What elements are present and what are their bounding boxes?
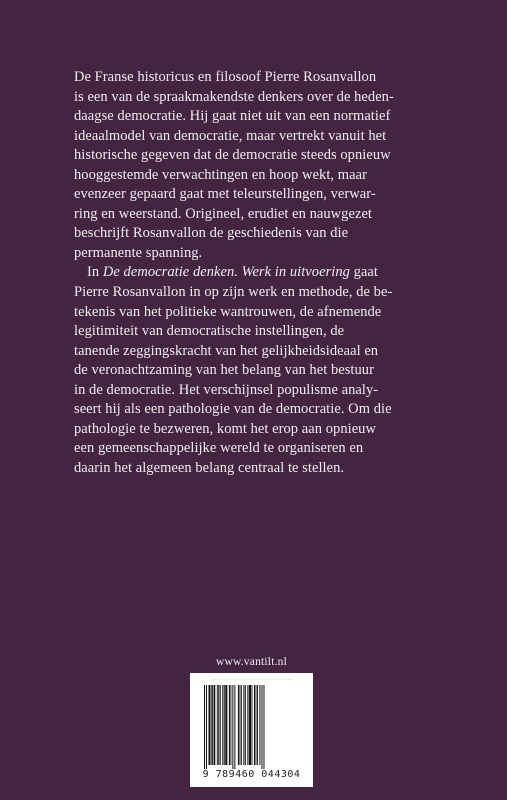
barcode-bar [247, 685, 248, 765]
publisher-website: www.vantilt.nl [215, 656, 288, 668]
barcode-bar [217, 685, 218, 765]
barcode-bar [232, 685, 233, 769]
blurb-line: daagse democratie. Hij gaat niet uit van een normatief [74, 108, 391, 125]
barcode-bar [234, 685, 235, 769]
back-cover-blurb [74, 68, 444, 478]
barcode-bar [214, 685, 216, 765]
blurb-line: daarin het algemeen belang centraal te stellen. [74, 459, 345, 476]
blurb-line: tanende zeggingskracht van het gelijkheidsideaal en [74, 342, 379, 359]
blurb-line: historische gegeven dat de democratie steeds opnieuw [74, 147, 391, 164]
blurb-line: seert hij als een pathologie van de democratie. Om die [74, 401, 392, 418]
blurb-line: Pierre Rosanvallon in op zijn werk en methode, de be- [74, 284, 393, 301]
barcode-bar [252, 685, 253, 765]
barcode-bar [206, 685, 207, 769]
barcode-bar [256, 685, 257, 765]
barcode-bar [212, 685, 213, 765]
barcode-bar [229, 685, 230, 765]
isbn-digits: 9 789460 044304 [202, 769, 301, 780]
blurb-line: in de democratie. Het verschijnsel populisme analy- [74, 381, 379, 398]
blurb-line: evenzeer gepaard gaat met teleurstellingen, verwar- [74, 186, 376, 203]
barcode-bar [259, 685, 260, 765]
barcode-bar [211, 685, 212, 765]
barcode-bar [245, 685, 246, 765]
blurb-line: pathologie te bezweren, komt het erop aan opnieuw [74, 420, 377, 437]
barcode-bar [222, 685, 223, 765]
book-title: De democratie denken. Werk in uitvoering [102, 264, 350, 281]
blurb-line: tekenis van het politieke wantrouwen, de afnemende [74, 303, 382, 320]
barcode-bar [218, 685, 219, 765]
barcode-bar [241, 685, 242, 765]
barcode-bar [254, 685, 255, 765]
barcode-bar [224, 685, 225, 765]
blurb-line: ring en weerstand. Origineel, erudiet en nauwgezet [74, 205, 373, 222]
barcode-bar [238, 685, 239, 765]
barcode-bar [239, 685, 240, 765]
blurb-line: beschrijft Rosanvallon de geschiedenis van die [74, 225, 349, 242]
paragraph-2 [74, 263, 444, 478]
barcode-bar [209, 685, 211, 765]
blurb-line: De Franse historicus en filosoof Pierre Rosanvallon [74, 69, 377, 85]
blurb-line: de veronachtzaming van het belang van het bestuur [74, 362, 374, 379]
barcode-bar [261, 685, 262, 769]
barcode-bar [220, 685, 221, 765]
barcode-bar [249, 685, 251, 765]
blurb-line: legitimiteit van democratische instellingen, de [74, 323, 345, 340]
barcode-bar [225, 685, 227, 765]
barcode-bar [263, 685, 264, 769]
paragraph-1 [74, 68, 444, 263]
barcode-bar [204, 685, 205, 769]
blurb-line: ideaalmodel van democratie, maar vertrekt vanuit het [74, 127, 387, 144]
barcode-bar [257, 685, 258, 765]
blurb-text: gaat [349, 264, 378, 281]
blurb-line: permanente spanning. [74, 244, 203, 261]
blurb-line: een gemeenschappelijke wereld te organiseren en [74, 440, 364, 457]
barcode-bars [190, 673, 313, 769]
blurb-line [74, 263, 444, 283]
barcode-bar [243, 685, 244, 765]
blurb-line: hooggestemde verwachtingen en hoop wekt, maar [74, 166, 367, 183]
barcode-bar [230, 685, 231, 765]
blurb-line: is een van de spraakmakendste denkers over de heden- [74, 88, 394, 105]
blurb-text: In [87, 264, 103, 281]
isbn-barcode [190, 673, 313, 787]
